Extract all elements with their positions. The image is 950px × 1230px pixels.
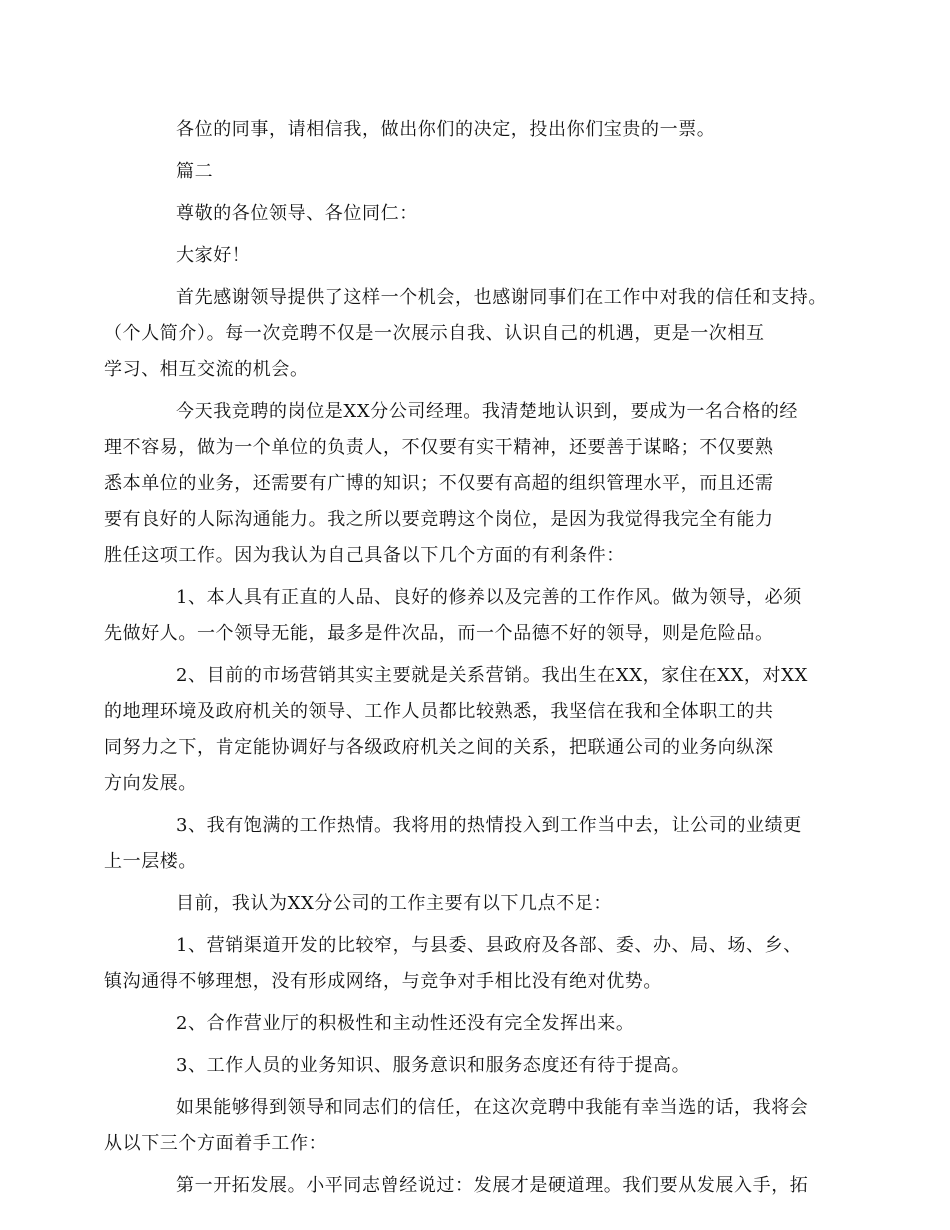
paragraph — [104, 580, 816, 652]
paragraph — [104, 658, 816, 802]
paragraph-line: 的地理环境及政府机关的领导、工作人员都比较熟悉，我坚信在我和全体职工的共 — [104, 701, 774, 722]
paragraph-line: 胜任这项工作。因为我认为自己具备以下几个方面的有利条件： — [104, 545, 625, 566]
paragraph — [140, 1168, 816, 1204]
paragraph — [140, 886, 816, 922]
paragraph-line: 大家好！ — [176, 245, 251, 266]
paragraph — [104, 808, 816, 880]
paragraph-line: （个人简介）。每一次竞聘不仅是一次展示自我、认识自己的机遇，更是一次相互 — [104, 323, 765, 344]
paragraph-line: 先做好人。一个领导无能，最多是件次品，而一个品德不好的领导，则是危险品。 — [104, 623, 774, 644]
paragraph-line: 3、工作人员的业务知识、服务意识和服务态度还有待于提高。 — [176, 1055, 691, 1076]
paragraph — [104, 928, 816, 1000]
paragraph — [140, 1006, 816, 1042]
paragraph-line: 第一开拓发展。小平同志曾经说过：发展才是硬道理。我们要从发展入手，拓 — [176, 1175, 809, 1196]
paragraph-line: 上一层楼。 — [104, 851, 197, 872]
paragraph-line: 2、合作营业厅的积极性和主动性还没有完全发挥出来。 — [176, 1013, 635, 1034]
paragraph-line: 从以下三个方面着手工作： — [104, 1133, 328, 1154]
paragraph-line: 3、我有饱满的工作热情。我将用的热情投入到工作当中去，让公司的业绩更 — [176, 815, 802, 836]
paragraph-line: 尊敬的各位领导、各位同仁： — [176, 203, 418, 224]
paragraph-line: 目前，我认为XX分公司的工作主要有以下几点不足： — [176, 893, 613, 914]
paragraph-line: 1、营销渠道开发的比较窄，与县委、县政府及各部、委、办、局、场、乡、 — [176, 935, 802, 956]
paragraph-line: 如果能够得到领导和同志们的信任，在这次竞聘中我能有幸当选的话，我将会 — [176, 1097, 809, 1118]
paragraph-line: 首先感谢领导提供了这样一个机会，也感谢同事们在工作中对我的信任和支持。 — [176, 287, 827, 308]
document-body — [104, 112, 827, 1204]
paragraph-line: 学习、相互交流的机会。 — [104, 359, 309, 380]
paragraph-line: 方向发展。 — [104, 773, 197, 794]
paragraph-line: 同努力之下，肯定能协调好与各级政府机关之间的关系，把联通公司的业务向纵深 — [104, 737, 774, 758]
paragraph-line: 镇沟通得不够理想，没有形成网络，与竞争对手相比没有绝对优势。 — [104, 971, 662, 992]
paragraph-line: 各位的同事，请相信我，做出你们的决定，投出你们宝贵的一票。 — [176, 119, 716, 140]
paragraph — [104, 394, 816, 574]
paragraph-line: 篇二 — [176, 161, 214, 182]
paragraph-line: 今天我竞聘的岗位是XX分公司经理。我清楚地认识到，要成为一名合格的经 — [176, 401, 799, 422]
paragraph — [104, 1090, 816, 1162]
paragraph-line: 要有良好的人际沟通能力。我之所以要竞聘这个岗位，是因为我觉得我完全有能力 — [104, 509, 774, 530]
paragraph-line: 2、目前的市场营销其实主要就是关系营销。我出生在XX，家住在XX，对XX — [176, 665, 808, 686]
paragraph — [140, 196, 816, 232]
paragraph — [140, 154, 816, 190]
paragraph — [140, 112, 816, 148]
paragraph-line: 悉本单位的业务，还需要有广博的知识；不仅要有高超的组织管理水平，而且还需 — [104, 473, 774, 494]
paragraph — [104, 280, 827, 388]
paragraph-line: 理不容易，做为一个单位的负责人，不仅要有实干精神，还要善于谋略；不仅要熟 — [104, 437, 774, 458]
paragraph-line: 1、本人具有正直的人品、良好的修养以及完善的工作作风。做为领导，必须 — [176, 587, 802, 608]
paragraph — [140, 238, 816, 274]
paragraph — [140, 1048, 816, 1084]
